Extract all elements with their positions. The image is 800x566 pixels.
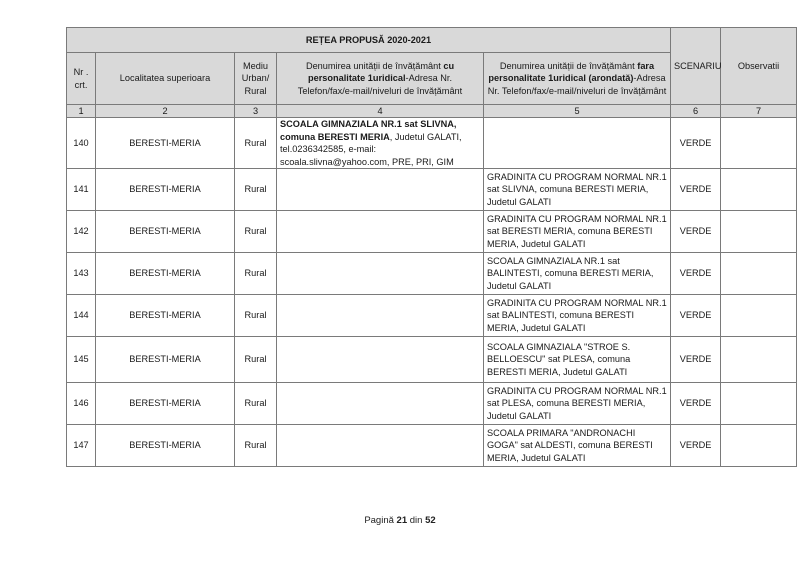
header-fara-pj-post: -Adresa Nr. Telefon/fax/e-mail/niveluri de învățământ [487, 73, 667, 96]
column-number: 5 [484, 105, 671, 118]
cell-unitate-cu-pj [277, 253, 484, 295]
table-row [67, 169, 797, 211]
cell-unitate-fara-pj: GRADINITA CU PROGRAM NORMAL NR.1 sat BERESTI MERIA, comuna BERESTI MERIA, Judetul GALATI [484, 211, 671, 253]
cell-unitate-cu-pj [277, 118, 484, 169]
cell-observatii [721, 383, 797, 425]
column-number: 6 [671, 105, 721, 118]
cell-localitate: BERESTI-MERIA [96, 425, 235, 467]
cell-unitate-cu-pj [277, 295, 484, 337]
cell-nr: 145 [67, 337, 96, 383]
header-scenariu: SCENARIU [671, 28, 721, 105]
cell-observatii [721, 253, 797, 295]
header-localitate: Localitatea superioara [96, 53, 235, 105]
school-network-table [66, 27, 797, 467]
cell-mediu: Rural [235, 295, 277, 337]
cell-unitate-cu-pj-bold: SCOALA GIMNAZIALA NR.1 sat SLIVNA, comuna BERESTI MERIA [280, 119, 457, 142]
cell-observatii [721, 425, 797, 467]
cell-localitate: BERESTI-MERIA [96, 295, 235, 337]
header-observatii: Observatii [721, 28, 797, 105]
cell-observatii [721, 337, 797, 383]
cell-unitate-fara-pj: SCOALA GIMNAZIALA NR.1 sat BALINTESTI, comuna BERESTI MERIA, Judetul GALATI [484, 253, 671, 295]
header-unitate-cu-pj [277, 53, 484, 105]
header-fara-pj-pre: Denumirea unității de învățământ [499, 60, 638, 71]
cell-nr: 143 [67, 253, 96, 295]
cell-localitate: BERESTI-MERIA [96, 383, 235, 425]
cell-mediu: Rural [235, 118, 277, 169]
cell-unitate-fara-pj: GRADINITA CU PROGRAM NORMAL NR.1 sat PLESA, comuna BERESTI MERIA, Judetul GALATI [484, 383, 671, 425]
header-fara-pj-bold: fara personalitate 1uridical (arondată) [488, 60, 655, 84]
cell-unitate-fara-pj: GRADINITA CU PROGRAM NORMAL NR.1 sat BALINTESTI, comuna BERESTI MERIA, Judetul GALATI [484, 295, 671, 337]
column-number: 3 [235, 105, 277, 118]
cell-observatii [721, 295, 797, 337]
cell-nr: 146 [67, 383, 96, 425]
cell-unitate-cu-pj [277, 425, 484, 467]
column-number: 7 [721, 105, 797, 118]
cell-localitate: BERESTI-MERIA [96, 211, 235, 253]
header-mediu: Mediu Urban/ Rural [235, 53, 277, 105]
table-title: REȚEA PROPUSĂ 2020-2021 [67, 28, 671, 53]
table-row [67, 337, 797, 383]
cell-unitate-cu-pj [277, 337, 484, 383]
cell-mediu: Rural [235, 211, 277, 253]
cell-localitate: BERESTI-MERIA [96, 337, 235, 383]
cell-mediu: Rural [235, 169, 277, 211]
current-page: 21 [396, 515, 408, 526]
total-pages: 52 [425, 515, 436, 526]
page-word: Pagină [364, 515, 397, 526]
cell-unitate-cu-pj [277, 169, 484, 211]
cell-unitate-fara-pj: SCOALA PRIMARA "ANDRONACHI GOGA" sat ALDESTI, comuna BERESTI MERIA, Judetul GALATI [484, 425, 671, 467]
header-unitate-fara-pj [484, 53, 671, 105]
cell-scenariu: VERDE [671, 337, 721, 383]
cell-unitate-cu-pj-rest: , Judetul GALATI, tel.0236342585, e-mail: scoala.slivna@yahoo.com, PRE, PRI, GIM [280, 131, 462, 167]
cell-nr: 140 [67, 118, 96, 169]
page-number-footer [0, 515, 800, 526]
cell-unitate-fara-pj [484, 118, 671, 169]
column-number-row [67, 105, 797, 118]
cell-scenariu: VERDE [671, 253, 721, 295]
header-cu-pj-bold: cu personalitate 1uridical [308, 60, 455, 84]
header-cu-pj-pre: Denumirea unității de învățământ [305, 60, 444, 71]
table-row [67, 295, 797, 337]
cell-nr: 141 [67, 169, 96, 211]
table-row [67, 253, 797, 295]
cell-localitate: BERESTI-MERIA [96, 118, 235, 169]
of-word: din [407, 515, 426, 526]
cell-scenariu: VERDE [671, 118, 721, 169]
table-row [67, 211, 797, 253]
cell-unitate-cu-pj [277, 383, 484, 425]
cell-unitate-fara-pj: SCOALA GIMNAZIALA "STROE S. BELLOESCU" sat PLESA, comuna BERESTI MERIA, Judetul GALATI [484, 337, 671, 383]
cell-mediu: Rural [235, 425, 277, 467]
cell-mediu: Rural [235, 253, 277, 295]
cell-localitate: BERESTI-MERIA [96, 169, 235, 211]
column-number: 2 [96, 105, 235, 118]
cell-observatii [721, 118, 797, 169]
cell-unitate-cu-pj [277, 211, 484, 253]
cell-localitate: BERESTI-MERIA [96, 253, 235, 295]
cell-scenariu: VERDE [671, 211, 721, 253]
cell-scenariu: VERDE [671, 383, 721, 425]
cell-observatii [721, 169, 797, 211]
table-row [67, 118, 797, 169]
cell-nr: 144 [67, 295, 96, 337]
table-row [67, 425, 797, 467]
column-number: 4 [277, 105, 484, 118]
table-row [67, 383, 797, 425]
header-nr-crt: Nr . crt. [67, 53, 96, 105]
cell-unitate-fara-pj: GRADINITA CU PROGRAM NORMAL NR.1 sat SLIVNA, comuna BERESTI MERIA, Judetul GALATI [484, 169, 671, 211]
column-number: 1 [67, 105, 96, 118]
cell-observatii [721, 211, 797, 253]
cell-nr: 142 [67, 211, 96, 253]
header-cu-pj-post: -Adresa Nr. Telefon/fax/e-mail/niveluri de învățământ [297, 73, 463, 96]
cell-nr: 147 [67, 425, 96, 467]
cell-mediu: Rural [235, 337, 277, 383]
cell-mediu: Rural [235, 383, 277, 425]
cell-scenariu: VERDE [671, 295, 721, 337]
cell-scenariu: VERDE [671, 425, 721, 467]
cell-scenariu: VERDE [671, 169, 721, 211]
